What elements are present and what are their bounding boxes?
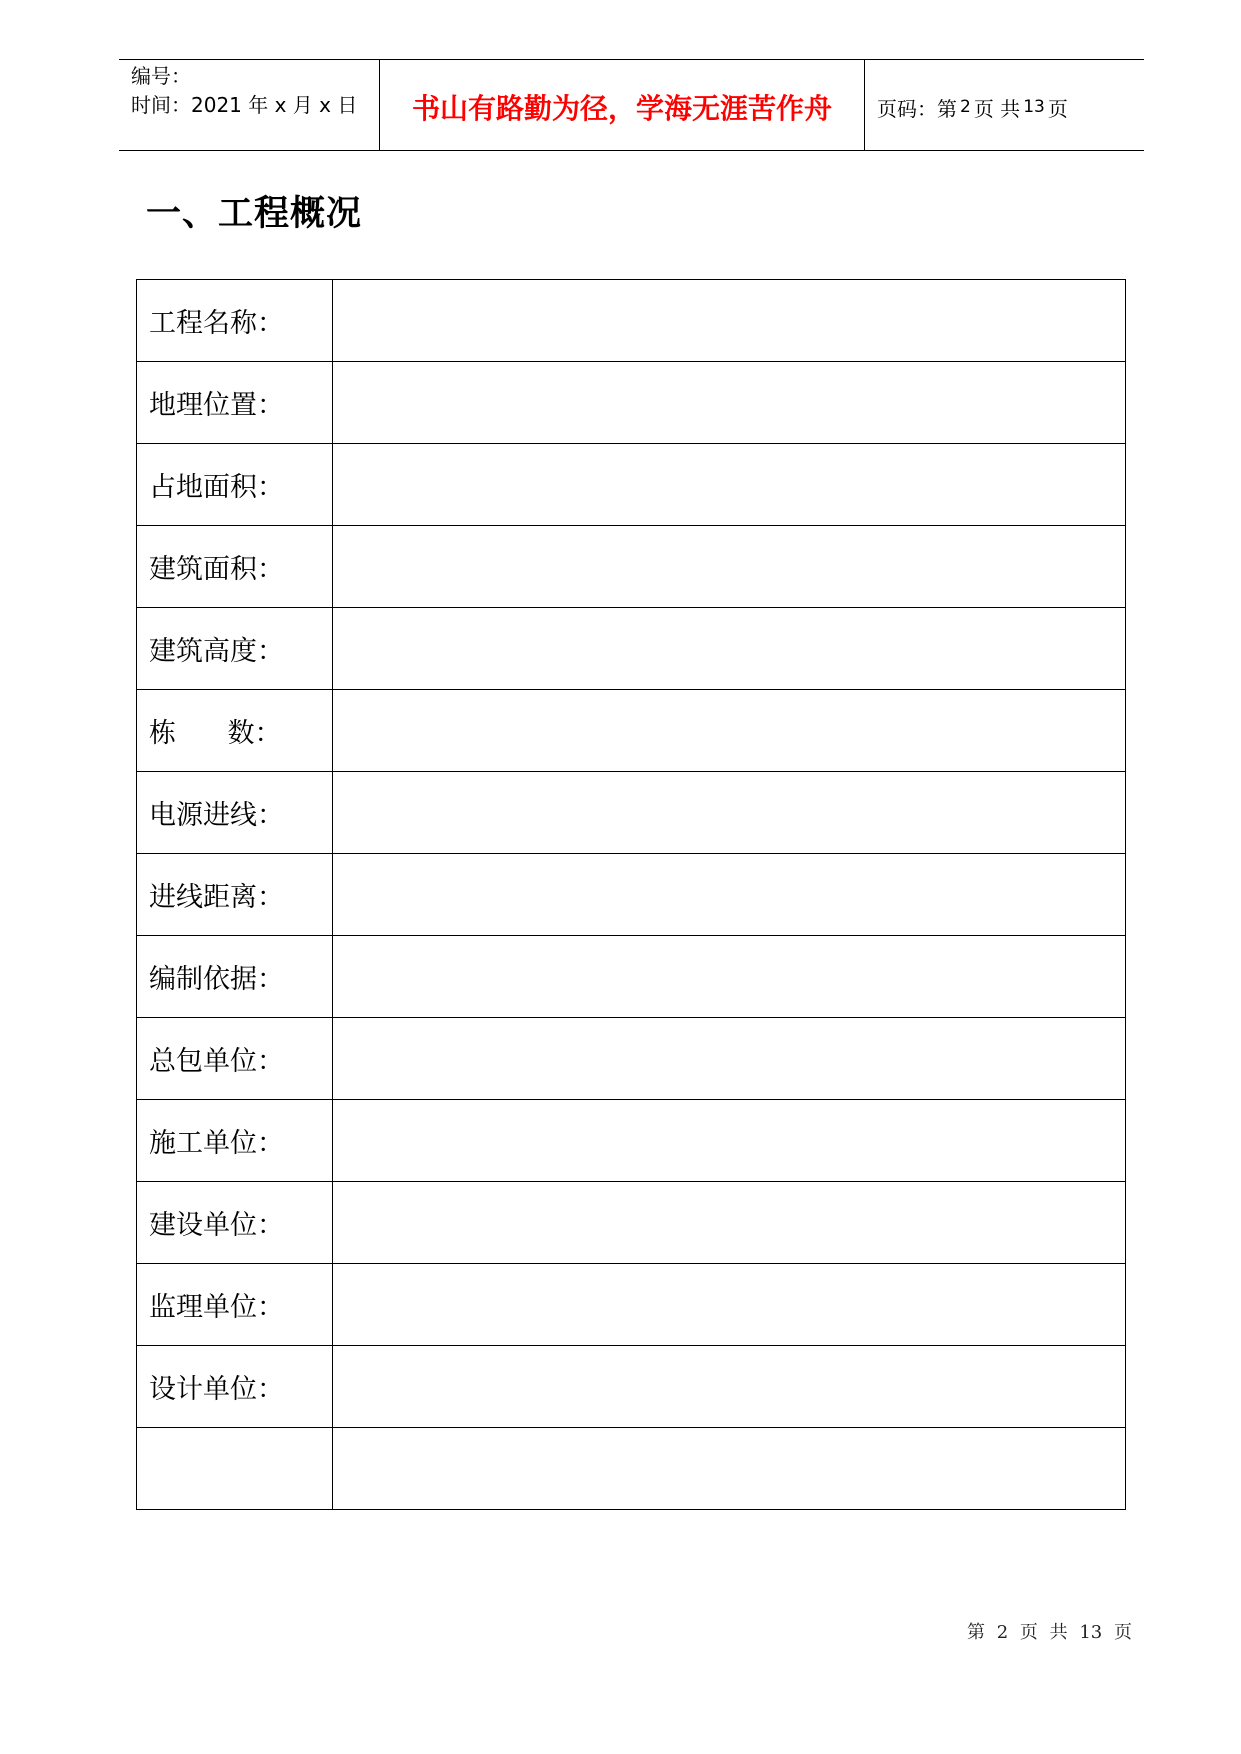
field-label: 总包单位： <box>137 1018 333 1100</box>
document-time: 时间：2021 年 x 月 x 日 <box>131 93 358 117</box>
field-value[interactable] <box>333 1182 1126 1264</box>
field-label: 施工单位： <box>137 1100 333 1182</box>
field-label: 监理单位： <box>137 1264 333 1346</box>
field-value[interactable] <box>333 1264 1126 1346</box>
field-label: 进线距离： <box>137 854 333 936</box>
field-label: 栋 数： <box>137 690 333 772</box>
field-value[interactable] <box>333 854 1126 936</box>
table-row <box>137 690 1126 772</box>
table-row <box>137 526 1126 608</box>
field-label: 占地面积： <box>137 444 333 526</box>
field-value[interactable] <box>333 1428 1126 1510</box>
field-label: 建筑高度： <box>137 608 333 690</box>
document-number-label: 编号： <box>131 64 191 88</box>
table-row <box>137 444 1126 526</box>
header-page-info <box>865 60 1144 150</box>
table-row <box>137 1346 1126 1428</box>
page-mid: 页 共 <box>973 96 1021 121</box>
table-row <box>137 936 1126 1018</box>
field-value[interactable] <box>333 444 1126 526</box>
page-total: 13 <box>1023 97 1045 117</box>
field-label: 工程名称： <box>137 280 333 362</box>
field-label: 建筑面积： <box>137 526 333 608</box>
field-value[interactable] <box>333 936 1126 1018</box>
table-row <box>137 1264 1126 1346</box>
field-label: 建设单位： <box>137 1182 333 1264</box>
field-value[interactable] <box>333 280 1126 362</box>
section-title: 一、工程概况 <box>146 193 363 234</box>
field-value[interactable] <box>333 1018 1126 1100</box>
field-label: 设计单位： <box>137 1346 333 1428</box>
table-row <box>137 1018 1126 1100</box>
field-value[interactable] <box>333 608 1126 690</box>
table-row <box>137 362 1126 444</box>
field-value[interactable] <box>333 526 1126 608</box>
field-label: 地理位置： <box>137 362 333 444</box>
table-row <box>137 854 1126 936</box>
page-suffix: 页 <box>1047 96 1068 121</box>
page-number: 2 <box>960 97 971 117</box>
table-row <box>137 608 1126 690</box>
table-row <box>137 772 1126 854</box>
field-label: 电源进线： <box>137 772 333 854</box>
table-row <box>137 1100 1126 1182</box>
field-label: 编制依据： <box>137 936 333 1018</box>
field-value[interactable] <box>333 1346 1126 1428</box>
field-value[interactable] <box>333 362 1126 444</box>
field-value[interactable] <box>333 690 1126 772</box>
page-footer: 第 2 页 共 13 页 <box>967 1622 1132 1643</box>
field-value[interactable] <box>333 1100 1126 1182</box>
table-row <box>137 280 1126 362</box>
header-meta <box>119 60 379 150</box>
table-row <box>137 1428 1126 1510</box>
field-label <box>137 1428 333 1510</box>
field-value[interactable] <box>333 772 1126 854</box>
page-prefix: 页码：第 <box>877 96 957 121</box>
header-motto: 书山有路勤为径，学海无涯苦作舟 <box>379 60 865 150</box>
project-overview-table <box>136 279 1126 1510</box>
table-row <box>137 1182 1126 1264</box>
page-header <box>119 59 1144 151</box>
